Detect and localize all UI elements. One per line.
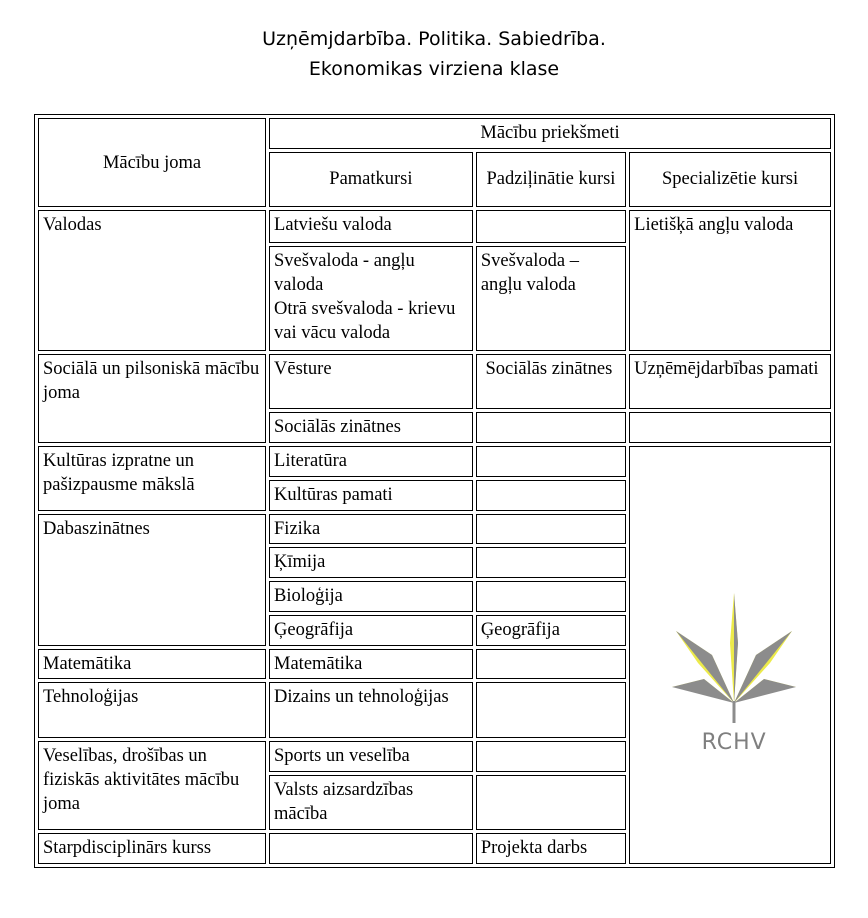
cell-advanced-social-sciences: Sociālās zinātnes (476, 354, 626, 409)
cell-empty (476, 210, 626, 243)
area-interdisciplinary: Starpdisciplinārs kurss (38, 833, 266, 864)
cell-empty (476, 741, 626, 772)
cell-empty (476, 480, 626, 511)
cell-english-language: Svešvaloda - angļu valoda (274, 251, 415, 296)
area-languages: Valodas (38, 210, 266, 351)
page-subtitle: Ekonomikas virziena klase (308, 58, 560, 80)
leaf-logo-icon (668, 583, 800, 723)
cell-empty (476, 412, 626, 443)
cell-advanced-geography: Ģeogrāfija (476, 615, 626, 646)
cell-literature: Literatūra (269, 446, 473, 477)
cell-empty (476, 514, 626, 545)
cell-business-basics: Uzņēmējdarbības pamati (629, 354, 831, 409)
header-specialized-courses: Specializētie kursi (629, 152, 831, 207)
cell-history: Vēsture (269, 354, 473, 409)
area-social-civic: Sociālā un pilsoniskā mācību joma (38, 354, 266, 443)
rchv-logo (668, 583, 800, 753)
cell-empty (476, 446, 626, 477)
header-study-area: Mācību joma (38, 118, 266, 207)
cell-empty (476, 581, 626, 612)
header-advanced-courses: Padziļinātie kursi (476, 152, 626, 207)
cell-empty (476, 649, 626, 680)
cell-empty (476, 547, 626, 578)
cell-physics: Fizika (269, 514, 473, 545)
area-mathematics: Matemātika (38, 649, 266, 680)
page-title: Uzņēmjdarbība. Politika. Sabiedrība. (262, 28, 606, 50)
cell-chemistry: Ķīmija (269, 547, 473, 578)
cell-business-english: Lietišķā angļu valoda (629, 210, 831, 351)
cell-geography: Ģeogrāfija (269, 615, 473, 646)
cell-empty (476, 775, 626, 830)
cell-design-technologies: Dizains un tehnoloģijas (269, 682, 473, 737)
logo-text: RCHV (701, 729, 767, 755)
header-basic-courses: Pamatkursi (269, 152, 473, 207)
cell-foreign-languages (269, 246, 473, 351)
cell-second-foreign-language: Otrā svešvaloda - krievu vai vācu valoda (274, 299, 456, 344)
area-technologies: Tehnoloģijas (38, 682, 266, 737)
header-subjects: Mācību priekšmeti (269, 118, 831, 149)
cell-empty (629, 412, 831, 443)
area-culture-arts: Kultūras izpratne un pašizpausme mākslā (38, 446, 266, 511)
cell-sports-health: Sports un veselība (269, 741, 473, 772)
cell-project-work: Projekta darbs (476, 833, 626, 864)
cell-national-defence: Valsts aizsardzības mācība (269, 775, 473, 830)
cell-social-sciences: Sociālās zinātnes (269, 412, 473, 443)
cell-culture-basics: Kultūras pamati (269, 480, 473, 511)
cell-biology: Bioloģija (269, 581, 473, 612)
cell-empty (269, 833, 473, 864)
cell-advanced-english: Svešvaloda – angļu valoda (476, 246, 626, 351)
curriculum-table (34, 114, 835, 868)
logo-cell (629, 446, 831, 864)
cell-empty (476, 682, 626, 737)
area-health-safety: Veselības, drošības un fiziskās aktivitātes mācību joma (38, 741, 266, 830)
cell-latvian-language: Latviešu valoda (269, 210, 473, 243)
cell-mathematics: Matemātika (269, 649, 473, 680)
area-natural-sciences: Dabaszinātnes (38, 514, 266, 646)
